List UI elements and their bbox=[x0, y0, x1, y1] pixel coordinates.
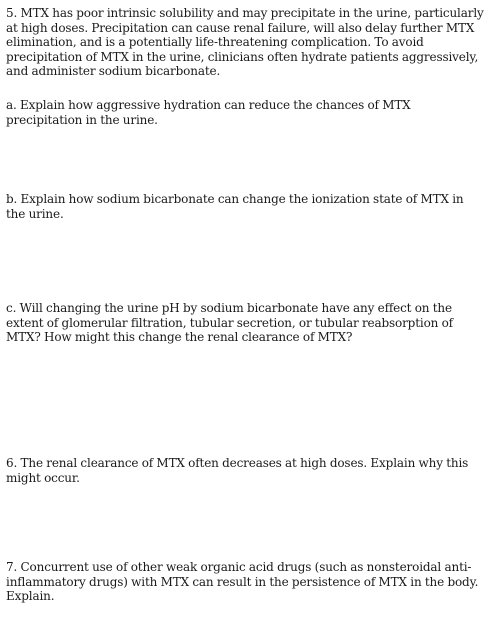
question-5c: c. Will changing the urine pH by sodium bicarbonate have any effect on the extent of glomerular filtration, tubular secretion, or tubular reabsorption of MTX? How might this change the renal clearance of MTX? bbox=[6, 301, 453, 344]
question-5b: b. Explain how sodium bicarbonate can change the ionization state of MTX in the urine. bbox=[6, 192, 464, 221]
question-5a: a. Explain how aggressive hydration can reduce the chances of MTX precipitation in the urine. bbox=[6, 98, 411, 127]
question-5-intro: 5. MTX has poor intrinsic solubility and may precipitate in the urine, particularly at high doses. Precipitation can cause renal failure, will also delay further MTX elimination, and is a potentially life-threatening complication. To avoid precipitation of MTX in the urine, clinicians often hydrate patients aggressively, and administer sodium bicarbonate. bbox=[6, 6, 484, 78]
question-6: 6. The renal clearance of MTX often decreases at high doses. Explain why this might occur. bbox=[6, 456, 469, 485]
question-7: 7. Concurrent use of other weak organic acid drugs (such as nonsteroidal anti-inflammatory drugs) with MTX can result in the persistence of MTX in the body. Explain. bbox=[6, 560, 479, 603]
